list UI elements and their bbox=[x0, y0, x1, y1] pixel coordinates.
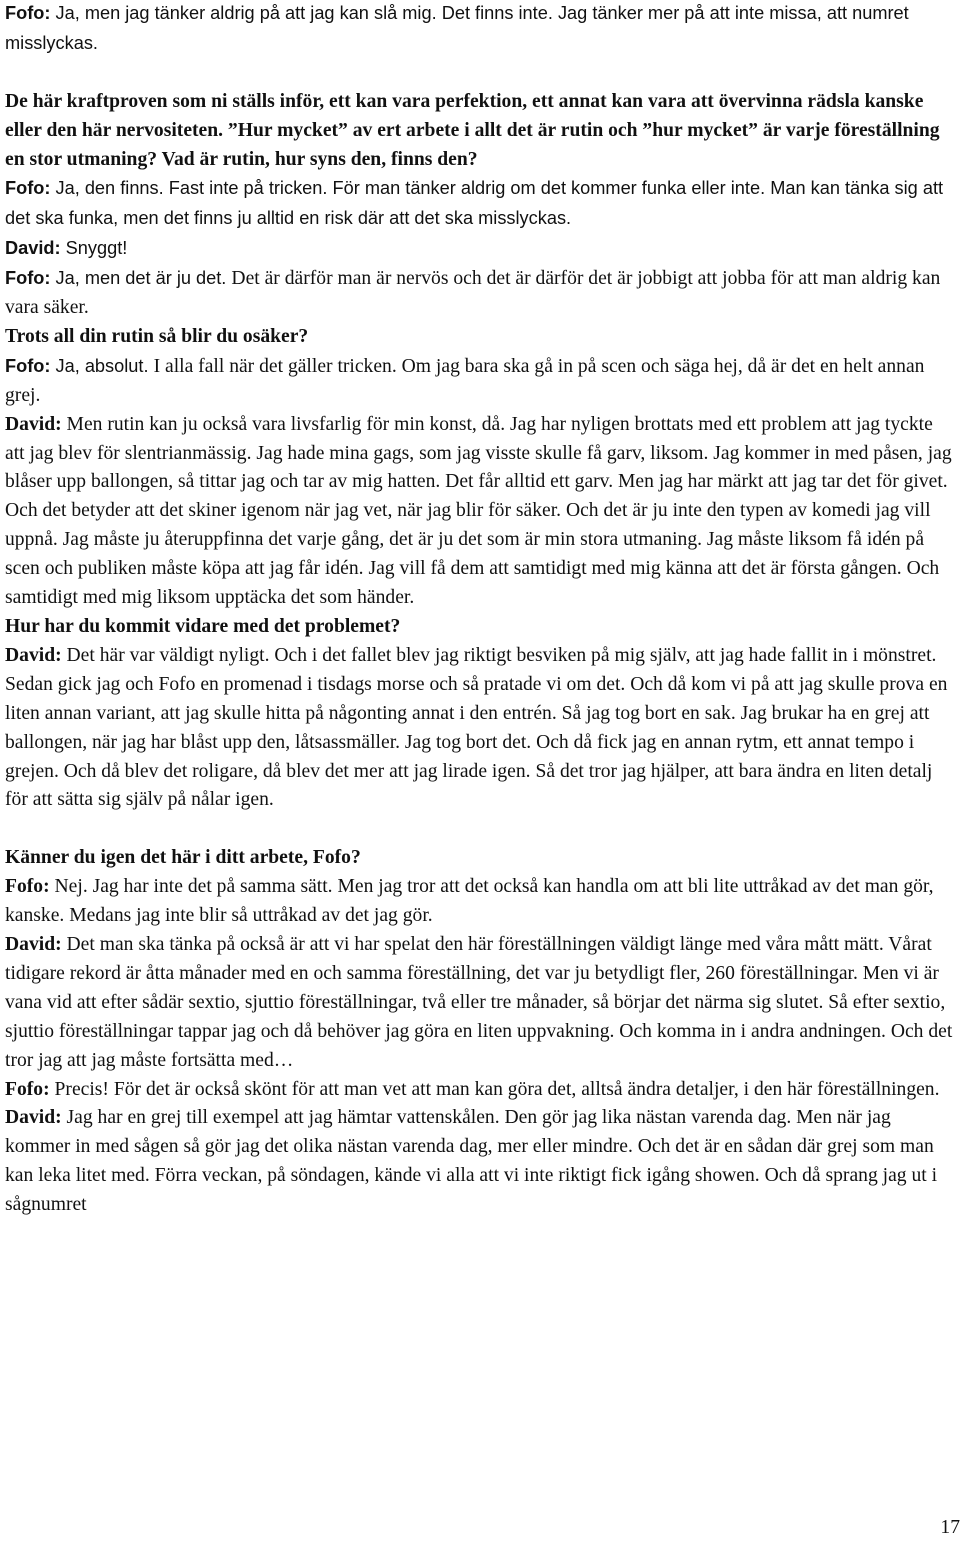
paragraph-text: Ja, den finns. Fast inte på tricken. För man tänker aldrig om det kommer funka eller inte. Man kan tänka sig att det ska funka, men det finns ju alltid en risk där att det ska misslyckas. bbox=[5, 178, 944, 229]
speaker-label: David: bbox=[5, 413, 62, 435]
paragraph-text: Det är därför man är nervös och det är därför det är jobbigt att jobba för att man aldrig kan vara säker. bbox=[5, 268, 941, 319]
para-david-snyggt bbox=[5, 234, 957, 264]
speaker-label: David: bbox=[5, 644, 62, 666]
document-page bbox=[5, 0, 957, 1220]
paragraph-spacer bbox=[5, 59, 957, 88]
para-fofo-den-finns bbox=[5, 174, 957, 234]
para-david-nyligt bbox=[5, 642, 957, 815]
para-fofo-nej bbox=[5, 873, 957, 931]
para-fofo-nervos bbox=[5, 264, 957, 323]
speaker-label: Fofo: bbox=[5, 355, 51, 376]
paragraph-text: Känner du igen det här i ditt arbete, Fofo? bbox=[5, 847, 361, 869]
paragraph-spacer bbox=[5, 815, 957, 844]
para-question-osaker bbox=[5, 323, 957, 352]
paragraph-text: Nej. Jag har inte det på samma sätt. Men jag tror att det också kan handla om att bli lite uttråkad av det man gör, kanske. Medans jag inte blir så uttråkad av det jag gör. bbox=[5, 876, 934, 927]
speaker-label: David: bbox=[5, 1107, 62, 1129]
para-fofo-absolut bbox=[5, 352, 957, 411]
para-david-vattenskalen bbox=[5, 1104, 957, 1220]
paragraph-text: Hur har du kommit vidare med det problemet? bbox=[5, 616, 401, 638]
para-question-kanner bbox=[5, 844, 957, 873]
speaker-label: David: bbox=[5, 238, 61, 259]
paragraph-text: I alla fall när det gäller tricken. Om jag bara ska gå in på scen och säga hej, då är det en helt annan grej. bbox=[5, 355, 925, 406]
paragraph-text: Ja, men det är ju det. bbox=[50, 268, 232, 289]
speaker-label: Fofo: bbox=[5, 3, 51, 23]
paragraph-text: Trots all din rutin så blir du osäker? bbox=[5, 325, 309, 347]
paragraph-text: Precis! För det är också skönt för att man vet att man kan göra det, alltså ändra detaljer, i den här föreställningen. bbox=[49, 1078, 940, 1100]
paragraph-text: Ja, absolut. bbox=[50, 355, 154, 376]
speaker-label: Fofo: bbox=[5, 268, 51, 289]
para-fofo-precis bbox=[5, 1076, 957, 1105]
para-fofo-ja-aldrig bbox=[5, 0, 957, 59]
speaker-label: David: bbox=[5, 933, 62, 955]
para-david-rutin bbox=[5, 411, 957, 613]
speaker-label: Fofo: bbox=[5, 178, 51, 199]
speaker-label: Fofo: bbox=[5, 876, 50, 898]
paragraph-text: Ja, men jag tänker aldrig på att jag kan slå mig. Det finns inte. Jag tänker mer på att inte missa, att numret misslyckas. bbox=[5, 3, 909, 53]
paragraph-text: Det man ska tänka på också är att vi har spelat den här föreställningen väldigt länge med våra mått mätt. Vårat tidigare rekord är åtta månader med en och samma föreställning, det var ju betydligt fler, 260 föreställningar. Men vi är vana vid att efter sådär sextio, sjuttio föreställningar, två eller tre månader, så börjar det närma sig slutet. Så efter sextio, sjuttio föreställningar tappar jag och då behöver jag göra en liten uppvakning. Och komma in i andra andningen. Och det tror jag att jag måste fortsätta med… bbox=[5, 933, 953, 1071]
para-david-spelat bbox=[5, 931, 957, 1076]
para-question-problemet bbox=[5, 613, 957, 642]
speaker-label: Fofo: bbox=[5, 1078, 50, 1100]
page-number: 17 bbox=[940, 1517, 960, 1538]
paragraph-text: Det här var väldigt nyligt. Och i det fallet blev jag riktigt besviken på mig själv, att jag hade fallit in i mönstret. Sedan gick jag och Fofo en promenad i tisdags morse och så pratade vi om det. Och då kom vi på att jag skulle prova en liten annan variant, att jag skulle hitta på någonting annat i den entrén. Så jag tog bort en sak. Jag brukar ha en grej att ballongen, när jag har blåst upp den, låtsassmäller. Jag tog bort det. Och då fick jag en annan rytm, ett annat tempo i grejen. Och då blev det roligare, då blev det mer att jag lirade igen. Så det tror jag hjälper, att bara ändra en liten detalj för att sätta sig själv på nålar igen. bbox=[5, 644, 948, 811]
paragraph-text: Jag har en grej till exempel att jag hämtar vattenskålen. Den gör jag lika nästan varenda dag. Men när jag kommer in med sågen så gör jag det olika nästan varenda dag, mer eller mindre. Och det är en sådan där grej som man kan leka litet med. Förra veckan, på söndagen, kände vi alla att vi inte riktigt fick igång showen. Och då sprang jag ut i sågnumret bbox=[5, 1107, 938, 1216]
paragraph-text: De här kraftproven som ni ställs inför, ett kan vara perfektion, ett annat kan vara att övervinna rädsla kanske eller den här nervositeten. ”Hur mycket” av ert arbete i allt det är rutin och ”hur mycket” är varje föreställning en stor utmaning? Vad är rutin, hur syns den, finns den? bbox=[5, 90, 940, 170]
paragraph-text: Snyggt! bbox=[60, 238, 128, 259]
paragraph-text: Men rutin kan ju också vara livsfarlig för min konst, då. Jag har nyligen brottats med ett problem att jag tyckte att jag blev för slentrianmässig. Jag hade mina gags, som jag visste skulle få garv, liksom. Jag kommer in med påsen, jag blåser upp ballongen, så tittar jag och tar av mig hatten. Det får alltid ett garv. Men jag har märkt att jag tar det för givet. Och det betyder att det skiner igenom när jag vet, när jag blir för säker. Och det är ju inte den typen av komedi jag vill uppnå. Jag måste ju återuppfinna det varje gång, det är ju det som är min stora utmaning. Jag måste liksom få idén på scen och publiken måste köpa att jag får idén. Jag vill få dem att samtidigt med mig känna att det är första gången. Och samtidigt med mig liksom upptäcka det som händer. bbox=[5, 413, 952, 609]
para-question-kraftproven bbox=[5, 88, 957, 175]
